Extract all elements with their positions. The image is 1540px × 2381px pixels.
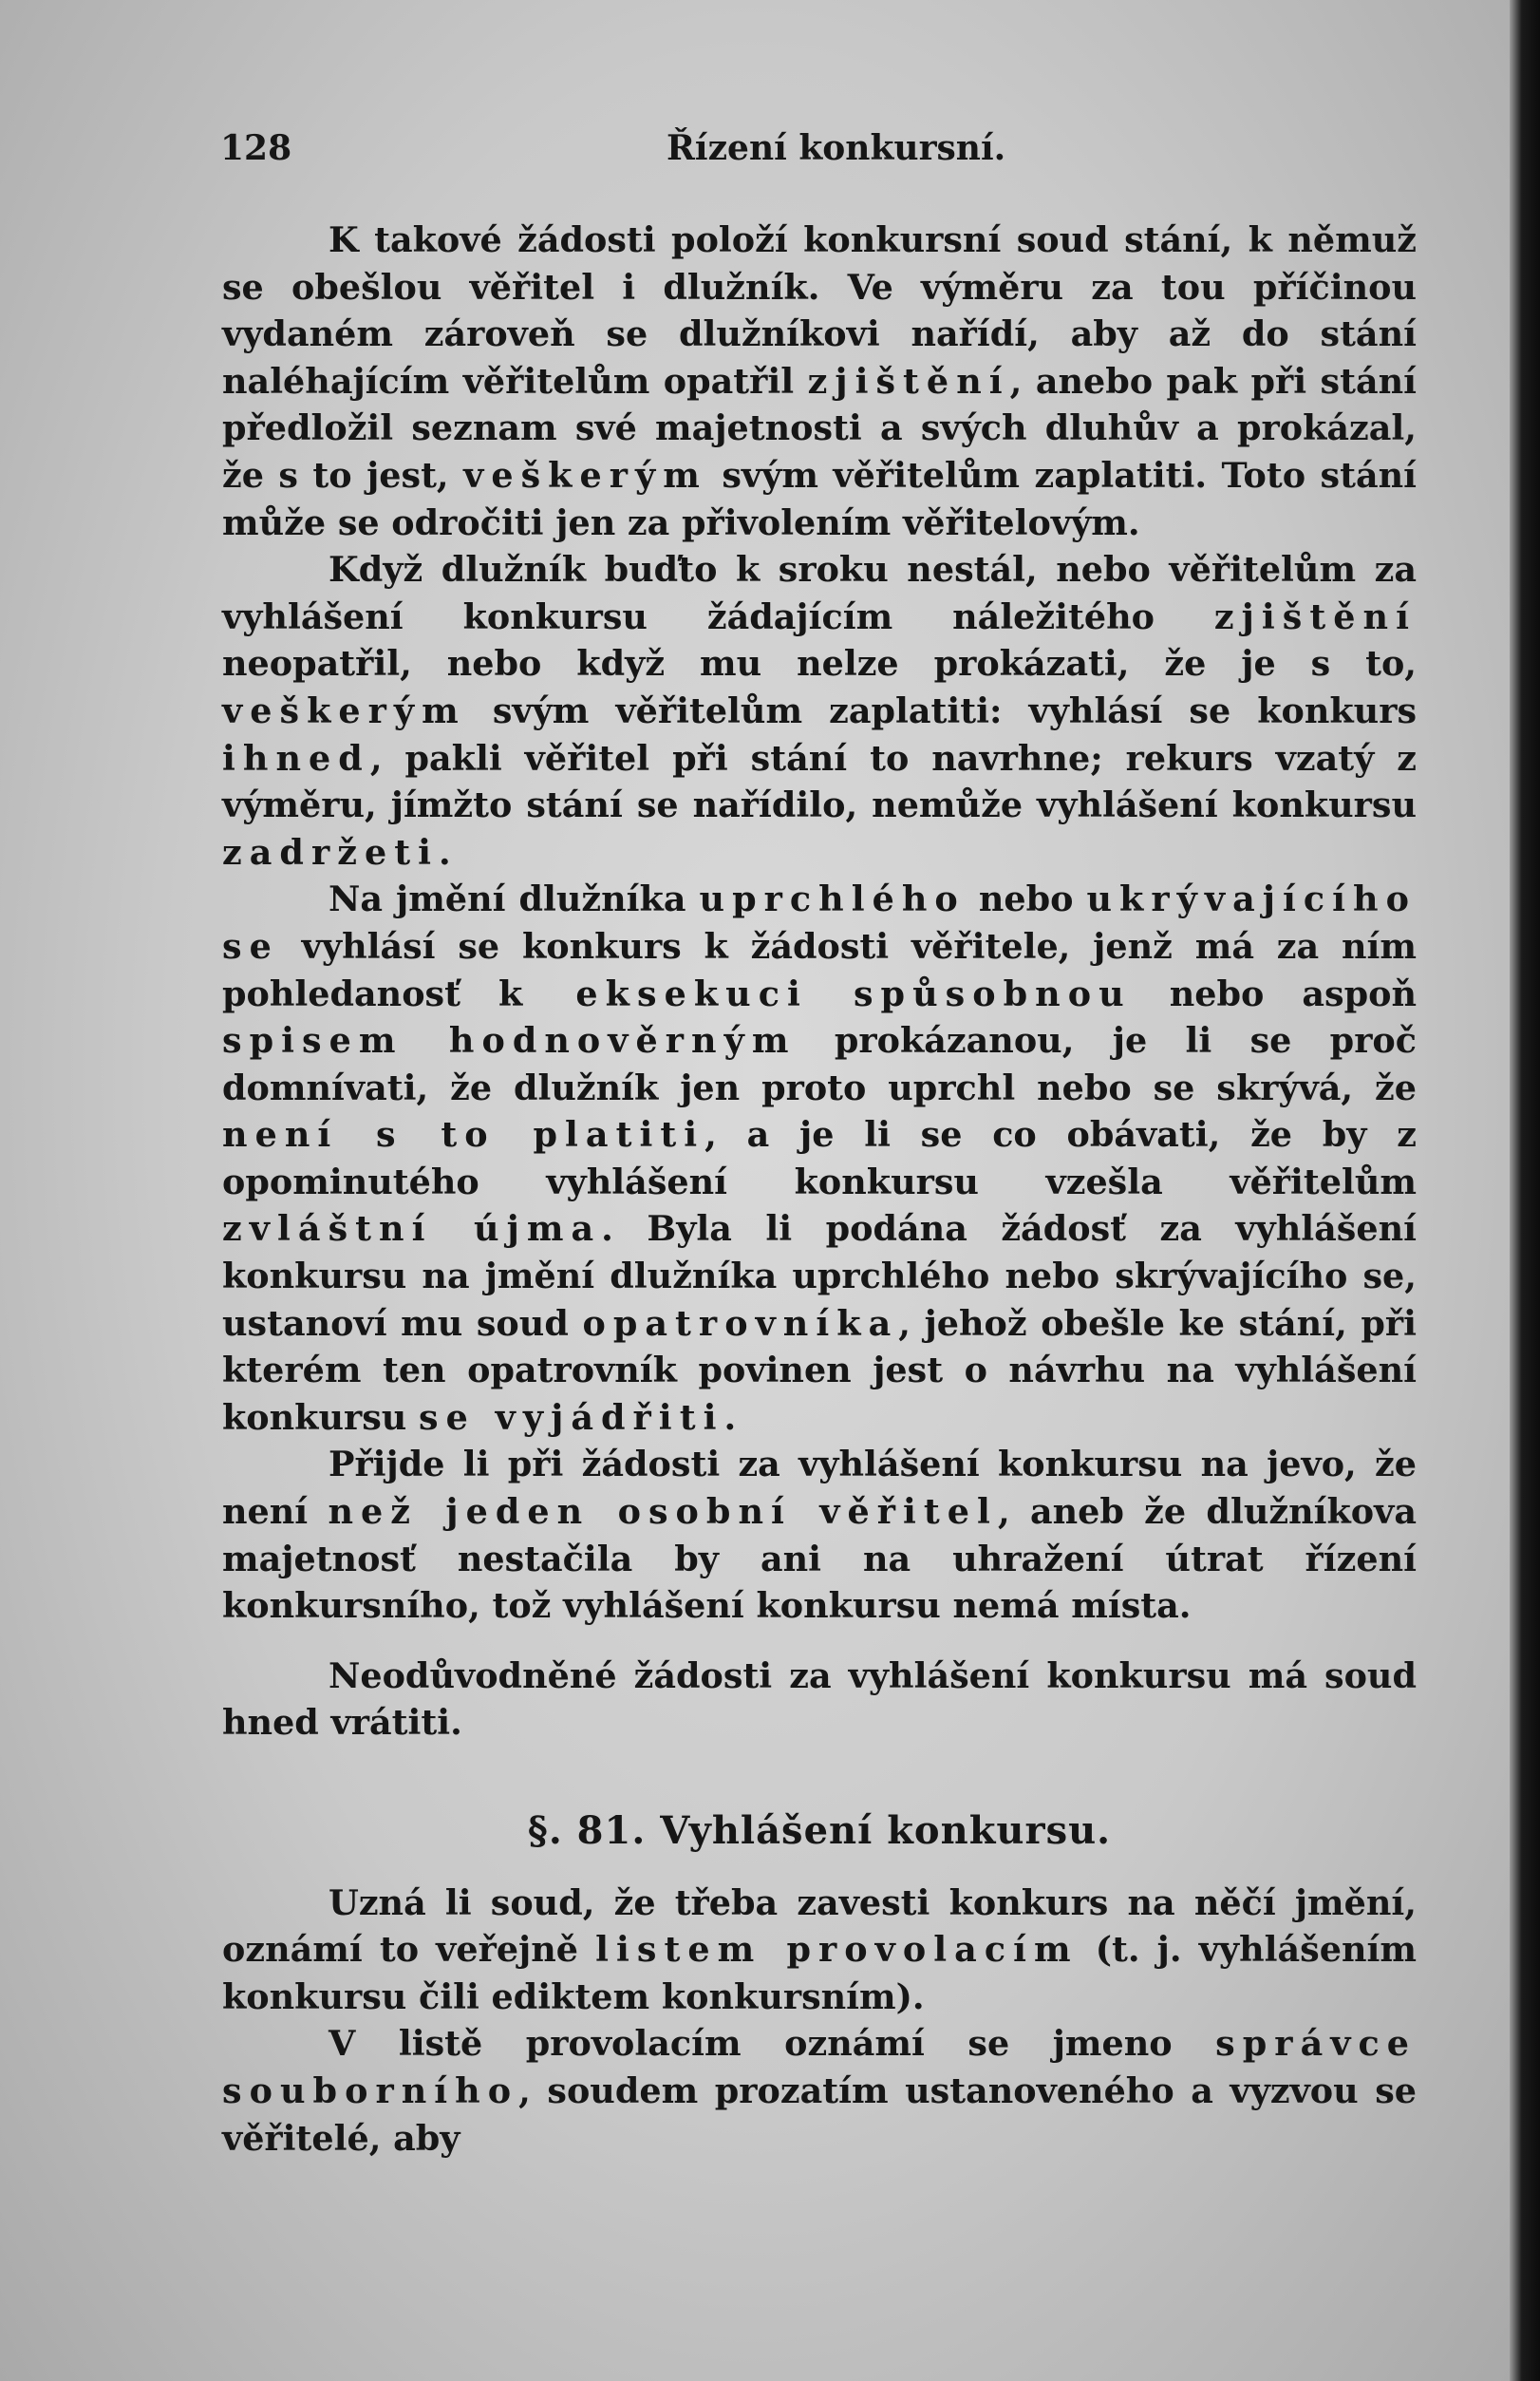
- text-run: Na jmění dlužníka: [329, 879, 700, 920]
- page-number: 128: [220, 128, 292, 168]
- text-run: , a je li se co obávati, že by z opominutého vyhlášení konkursu vzešla věřitelům: [222, 1114, 1417, 1202]
- text-run: svým věřitelům zaplatiti: vyhlásí se konkurs: [465, 690, 1417, 731]
- spaced-emphasis: správce souborního: [222, 2023, 1417, 2111]
- text-run: , anebo pak při stání předložil seznam své majetnosti a svých dluhův a prokázal, že s to jest,: [222, 360, 1417, 496]
- spaced-emphasis: k eksekuci spůsobnou: [498, 973, 1132, 1014]
- paragraph-2: [222, 546, 1417, 876]
- spaced-emphasis: není s to platiti: [222, 1114, 705, 1156]
- page-body: [222, 217, 1417, 2162]
- paragraph-6: [222, 1880, 1417, 2021]
- text-run: K takové žádosti položí konkursní soud stání, k němuž se obešlou věřitel i dlužník. Ve výměru za tou příčinou vydaném zároveň se dlužníkovi nařídí, aby až do stání naléhajícím věřitelům opatřil: [222, 219, 1417, 402]
- text-run: .: [723, 1396, 737, 1438]
- text-run: , jehož obešle ke stání, při kterém ten opatrovník povinen jest o návrhu na vyhlášení konkursu: [222, 1302, 1417, 1438]
- text-run: neopatřil, nebo když mu nelze prokázati, že je s to,: [222, 643, 1417, 685]
- spaced-emphasis: ukrývajícího se: [222, 879, 1417, 967]
- text-run: Uzná li soud, že třeba zavesti konkurs na něčí jmění, oznámí to veřejně: [222, 1881, 1417, 1971]
- spaced-emphasis: veškerým: [222, 690, 466, 731]
- paragraph-3: [222, 876, 1417, 1441]
- text-run: (t. j. vyhlášením konkursu čili ediktem konkursním).: [222, 1929, 1417, 2017]
- text-run: vyhlásí se konkurs k žádosti věřitele, jenž má za ním pohledanosť: [222, 925, 1417, 1014]
- running-head: Řízení konkursní.: [667, 128, 1006, 168]
- spaced-emphasis: ihned: [222, 737, 370, 779]
- spaced-emphasis: uprchlého: [699, 879, 966, 920]
- text-run: prokázanou, je li se proč domnívati, že dlužník jen proto uprchl nebo se skrývá, že: [222, 1020, 1418, 1108]
- paragraph-1: [222, 217, 1417, 546]
- section-heading: §. 81. Vyhlášení konkursu.: [527, 1808, 1112, 1853]
- text-run: V listě provolacím oznámí se jmeno: [329, 2023, 1216, 2065]
- text-run: , pakli věřitel při stání to navrhne; rekurs vzatý z výměru, jímžto stání se nařídilo, nemůže vyhlášení konkursu: [222, 737, 1417, 826]
- spaced-emphasis: listem provolacím: [595, 1929, 1079, 1971]
- page-header: [220, 128, 1417, 185]
- paragraph-4: [222, 1441, 1417, 1629]
- text-run: nebo aspoň: [1131, 973, 1417, 1014]
- paragraph-7: [222, 2020, 1417, 2162]
- text-run: Když dlužník buďto k sroku nestál, nebo věřitelům za vyhlášení konkursu žádajícím náležitého: [222, 549, 1417, 637]
- spaced-emphasis: opatrovníka: [582, 1302, 899, 1344]
- spaced-emphasis: zadržeti: [222, 831, 440, 873]
- text-run: svým věřitelům zaplatiti. Toto stání může se odročiti jen za přivolením věřitelovým.: [222, 454, 1417, 543]
- text-run: , aneb že dlužníkova majetnosť nestačila by ani na uhražení útrat řízení konkursního, tož vyhlášení konkursu nemá místa.: [222, 1491, 1417, 1627]
- text-run: , soudem prozatím ustanoveného a vyzvou se věřitelé, aby: [222, 2069, 1417, 2159]
- text-run: nebo: [965, 879, 1087, 920]
- text-run: Neodůvodněné žádosti za vyhlášení konkursu má soud hned vrátiti.: [222, 1654, 1417, 1744]
- spaced-emphasis: zjištění: [1213, 595, 1417, 637]
- spaced-emphasis: spisem hodnověrným: [222, 1020, 797, 1062]
- spaced-emphasis: než jeden osobní věřitel: [328, 1491, 998, 1533]
- spaced-emphasis: se vyjádřiti: [419, 1396, 724, 1438]
- text-run: .: [439, 831, 451, 873]
- spaced-emphasis: veškerým: [463, 454, 707, 496]
- spaced-emphasis: zvláštní újma: [222, 1208, 602, 1250]
- spaced-emphasis: zjištění: [807, 360, 1010, 402]
- paragraph-5: [222, 1653, 1417, 1747]
- text-run: Přijde li při žádosti za vyhlášení konkursu na jevo, že není: [222, 1444, 1417, 1533]
- paragraph-gap: [222, 1630, 1417, 1653]
- page-edge-shadow: [1510, 0, 1540, 2381]
- text-run: . Byla li podána žádosť za vyhlášení konkursu na jmění dlužníka uprchlého nebo skrývajícího se, ustanoví mu soud: [222, 1208, 1417, 1344]
